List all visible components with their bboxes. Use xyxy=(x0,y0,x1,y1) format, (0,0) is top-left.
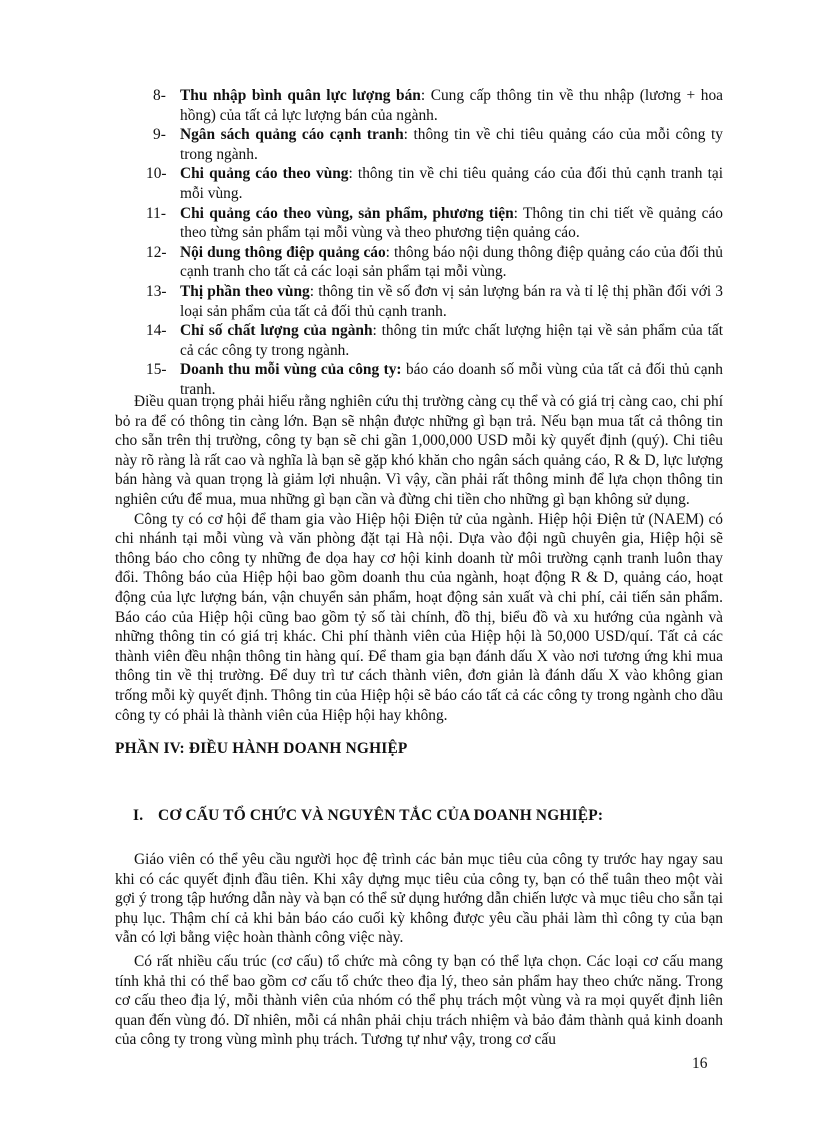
section-heading: PHẦN IV: ĐIỀU HÀNH DOANH NGHIỆP xyxy=(115,740,408,757)
list-item-title: Thị phần theo vùng xyxy=(180,282,310,300)
subsection-heading xyxy=(133,806,603,826)
organization-paragraphs xyxy=(115,850,723,1050)
list-item-title: Thu nhập bình quân lực lượng bán xyxy=(180,87,421,104)
market-info-list xyxy=(146,86,723,400)
list-item-number: 8- xyxy=(153,87,166,104)
list-item-text: báo cáo doanh số mỗi vùng của tất cả đối thủ cạnh tranh. xyxy=(180,361,723,398)
list-item-text: : Cung cấp thông tin về thu nhập (lương + hoa hồng) của tất cả lực lượng bán của ngành. xyxy=(180,87,723,124)
list-item-title: Chi quảng cáo theo vùng, sản phẩm, phương tiện xyxy=(180,204,514,222)
page-number: 16 xyxy=(692,1055,708,1072)
list-item-text: : thông tin về số đơn vị sản lượng bán ra và tỉ lệ thị phần đối với 3 loại sản phẩm của tất cả đối thủ cạnh tranh. xyxy=(180,282,723,320)
list-item-title: Chỉ số chất lượng của ngành xyxy=(180,322,373,340)
subsection-title: CƠ CẤU TỔ CHỨC VÀ NGUYÊN TẮC CỦA DOANH NGHIỆP: xyxy=(158,807,604,824)
list-item-number: 11- xyxy=(146,204,166,222)
list-item xyxy=(146,164,723,203)
paragraph: Công ty có cơ hội để tham gia vào Hiệp hội Điện tử của ngành. Hiệp hội Điện tử (NAEM) có chi nhánh tại mỗi vùng và văn phòng đặt tại Hà nội. Dựa vào đội ngũ chuyên gia, Hiệp hội sẽ thông báo cho công ty những đe dọa hay cơ hội kinh doanh từ môi trường cạnh tranh luôn thay đổi. Thông báo của Hiệp hội bao gồm doanh thu của ngành, hoạt động R & D, quảng cáo, hoạt động của lực lượng bán, vận chuyển sản phẩm, hoạt động sản xuất và chi phí, cải tiến sản phẩm. Báo cáo của Hiệp hội cũng bao gồm tỷ số tài chính, đồ thị, biểu đồ và xu hướng của ngành và những thông tin có giá trị khác. Chi phí thành viên của Hiệp hội là 50,000 USD/quí. Tất cả các thành viên đều nhận thông tin hàng quí. Để tham gia bạn đánh dấu X vào nơi tương ứng khi mua thông tin về thị trường. Để duy trì tư cách thành viên, đơn giản là đánh dấu X vào không gian trống mỗi kỳ quyết định. Thông tin của Hiệp hội sẽ báo cáo tất cả các công ty trong ngành cho dầu công ty có phải là thành viên của Hiệp hội hay không. xyxy=(115,510,723,724)
list-item-text: : thông tin mức chất lượng hiện tại về sản phẩm của tất cả các công ty trong ngành. xyxy=(180,322,723,359)
paragraph: Có rất nhiều cấu trúc (cơ cấu) tổ chức mà công ty bạn có thể lựa chọn. Các loại cơ cấu mang tính khả thi có thể bao gồm cơ cấu tổ chức theo địa lý, theo sản phẩm hay theo chức năng. Trong cơ cấu theo địa lý, mỗi thành viên của nhóm có thể phụ trách một vùng và ra mọi quyết định liên quan đến vùng đó. Dĩ nhiên, mỗi cá nhân phải chịu trách nhiệm và bảo đảm thành quả kinh doanh của công ty trong vùng mình phụ trách. Tương tự như vậy, trong cơ cấu xyxy=(115,952,723,1049)
list-item-number: 12- xyxy=(146,243,167,261)
list-item xyxy=(146,321,723,360)
list-item-text: : thông tin về chi tiêu quảng cáo của đối thủ cạnh tranh tại mỗi vùng. xyxy=(180,165,723,202)
list-item xyxy=(146,204,723,243)
market-research-paragraphs xyxy=(115,392,723,725)
list-item xyxy=(146,282,723,321)
list-item-number: 14- xyxy=(146,322,167,340)
list-item-number: 10- xyxy=(146,165,167,183)
paragraph: Giáo viên có thể yêu cầu người học đệ trình các bản mục tiêu của công ty trước hay ngay sau khi có các quyết định đầu tiên. Khi xây dựng mục tiêu của công ty, bạn có thể tuân theo một vài gợi ý trong tập hướng dẫn này và bạn có thể sử dụng hướng dẫn chiến lược và mục tiêu cho sẵn tại phụ lục. Thậm chí cả khi bản báo cáo cuối kỳ không được yêu cầu phải làm thì công ty của bạn vẫn có lợi bằng việc hoàn thành công việc này. xyxy=(115,851,723,947)
list-item-title: Nội dung thông điệp quảng cáo xyxy=(180,243,386,261)
list-item-text: : thông báo nội dung thông điệp quảng cáo của đối thủ cạnh tranh cho tất cả các loại sản phẩm tại mỗi vùng. xyxy=(180,243,723,281)
list-item-title: Chi quảng cáo theo vùng xyxy=(180,165,349,183)
list-item-text: : thông tin về chi tiêu quảng cáo của mỗi công ty trong ngành. xyxy=(180,126,723,163)
list-item-number: 13- xyxy=(146,282,167,300)
list-item xyxy=(146,243,723,282)
list-item-title: Ngân sách quảng cáo cạnh tranh xyxy=(180,126,404,144)
paragraph: Điều quan trọng phải hiểu rằng nghiên cứu thị trường càng cụ thể và có giá trị càng cao, chi phí bỏ ra để có thông tin càng lớn. Bạn sẽ nhận được những gì bạn trả. Nếu bạn mua tất cả thông tin cho sẵn trên thị trường, công ty bạn sẽ chi gần 1,000,000 USD mỗi kỳ quyết định (quý). Chi tiêu này rõ ràng là rất cao và nghĩa là bạn sẽ gặp khó khăn cho ngân sách quảng cáo, R & D, lực lượng bán hàng và quan trọng là giảm lợi nhuận. Vì vậy, cần phải rất thông minh để lựa chọn thông tin nghiên cứu để mua, mua những gì bạn cần và đừng chi tiền cho những gì bạn không sử dụng. xyxy=(115,393,723,508)
list-item-number: 15- xyxy=(146,361,167,379)
list-item-number: 9- xyxy=(153,126,166,144)
list-item xyxy=(153,125,723,164)
list-item xyxy=(153,86,723,125)
subsection-numeral: I. xyxy=(133,807,144,824)
list-item-title: Doanh thu mỗi vùng của công ty: xyxy=(180,361,402,379)
list-item-text: : Thông tin chi tiết về quảng cáo theo từng sản phẩm tại mỗi vùng và theo phương tiện quảng cáo. xyxy=(180,204,723,242)
